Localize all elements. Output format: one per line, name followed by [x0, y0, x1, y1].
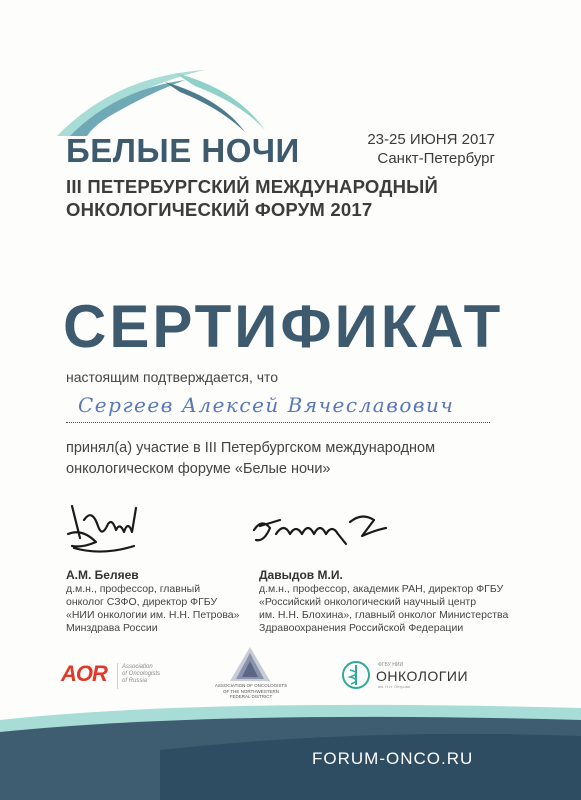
aor-caption: Association of Oncologists of Russia [122, 664, 161, 684]
signatory-name-2: Давыдов М.И. [259, 568, 343, 582]
signature-davydov [250, 508, 390, 552]
signatory-desc-2: д.м.н., профессор, академик РАН, директор ФГБУ «Российский онкологический научный центр им. Н.Н. Блохина», главный онколог Министерства Здравоохранения Российской Федерации [259, 583, 509, 634]
triangle-logo-icon [228, 645, 272, 683]
oncology-label: ОНКОЛОГИИ [376, 668, 469, 684]
oncology-sub-label: им. Н.Н. Петрова [378, 684, 410, 689]
logo-title: БЕЛЫЕ НОЧИ [66, 132, 300, 169]
name-underline [66, 422, 490, 423]
signatory-name-1: А.М. Беляев [66, 568, 139, 582]
recipient-name: Сергеев Алексей Вячеславович [78, 393, 455, 417]
website-url: FORUM-ONCO.RU [312, 749, 474, 768]
signature-belyaev [62, 498, 142, 558]
oncology-small-label: ФГБУ НИИ [378, 662, 404, 668]
assoc-caption: ASSOCIATION OF ONCOLOGISTS OF THE NORTHWESTERN FEDERAL DISTRICT [214, 683, 288, 699]
white-nights-arc-logo [55, 68, 270, 138]
aor-logo: AOR [61, 661, 107, 686]
participation-line1: принял(а) участие в III Петербургском международном [66, 440, 436, 456]
event-date: 23-25 ИЮНЯ 2017 [367, 131, 495, 148]
signatory-desc-1: д.м.н., профессор, главный онколог СЗФО, директор ФГБУ «НИИ онкологии им. Н.Н. Петрова» Минздрава России [66, 583, 240, 634]
aor-divider [117, 663, 118, 689]
certificate-title: СЕРТИФИКАТ [63, 293, 504, 360]
participation-line2: онкологическом форуме «Белые ночи» [66, 461, 331, 477]
confirm-text: настоящим подтверждается, что [66, 369, 279, 385]
event-city: Санкт-Петербург [377, 150, 495, 167]
footer-wave [0, 690, 581, 800]
forum-title-line1: III ПЕТЕРБУРГСКИЙ МЕЖДУНАРОДНЫЙ [66, 176, 438, 197]
oncology-institute-icon [341, 660, 371, 690]
forum-title-line2: ОНКОЛОГИЧЕСКИЙ ФОРУМ 2017 [66, 199, 373, 220]
